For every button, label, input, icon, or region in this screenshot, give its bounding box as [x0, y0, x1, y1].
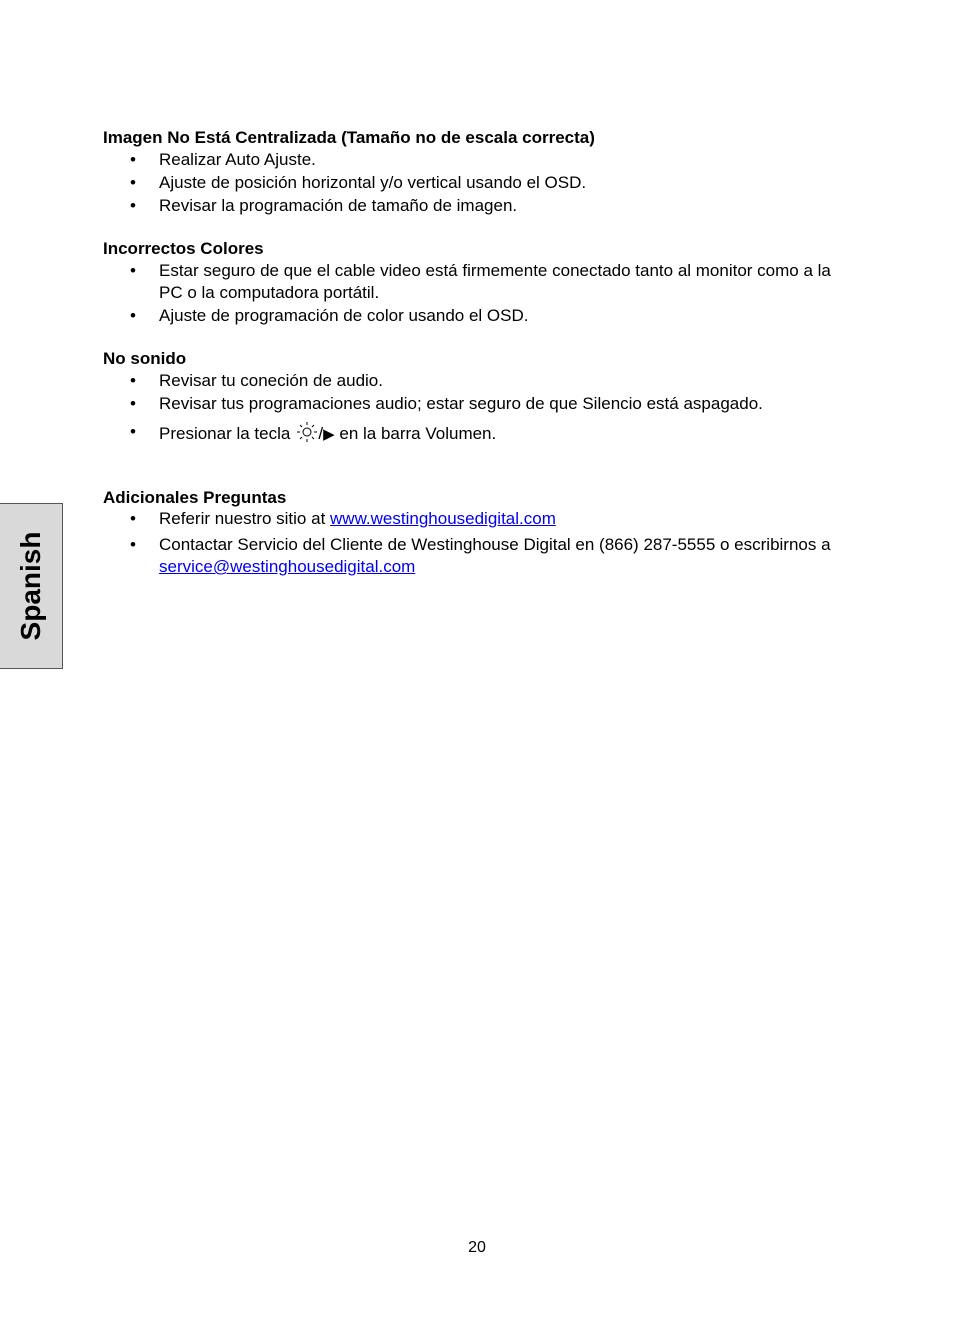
list-item: • Ajuste de programación de color usando el OSD. — [130, 306, 529, 325]
website-link[interactable]: www.westinghousedigital.com — [330, 509, 556, 528]
bullet-dot: • — [130, 509, 136, 528]
bullet-dot: • — [130, 196, 136, 215]
language-side-tab — [0, 503, 63, 669]
section-heading: Imagen No Está Centralizada (Tamaño no de escala correcta) — [103, 128, 595, 147]
side-tab-label: Spanish — [15, 531, 46, 641]
bullet-dot: • — [130, 535, 136, 554]
list-item: • Revisar tu coneción de audio. — [130, 371, 383, 390]
list-item: • Referir nuestro sitio at www.westinghousedigital.com — [130, 509, 556, 528]
bullet-dot: • — [130, 394, 136, 413]
page-number: 20 — [468, 1239, 486, 1256]
list-item: • Realizar Auto Ajuste. — [130, 150, 316, 169]
bullet-dot: • — [130, 422, 136, 441]
email-link[interactable]: service@westinghousedigital.com — [159, 557, 416, 576]
section-heading: No sonido — [103, 349, 187, 368]
section-heading: Incorrectos Colores — [103, 239, 264, 258]
key-separator: / — [318, 424, 324, 443]
list-item: • Revisar tus programaciones audio; estar seguro de que Silencio está aspagado. — [130, 394, 763, 413]
bullet-dot: • — [130, 150, 136, 169]
section-no-sound — [103, 348, 843, 446]
list-item: • Contactar Servicio del Cliente de Westinghouse Digital en (866) 287-5555 o escribirnos a service@westinghousedigital.com — [130, 535, 831, 576]
bullet-dot: • — [130, 261, 136, 280]
list-item: • Presionar la tecla /▶ en la barra Volumen. — [103, 421, 843, 446]
section-incorrect-colors — [103, 238, 843, 327]
section-additional-questions — [103, 487, 843, 578]
bullet-dot: • — [130, 371, 136, 390]
bullet-list — [103, 149, 843, 217]
list-item: • Revisar la programación de tamaño de imagen. — [130, 196, 518, 215]
right-triangle-icon: ▶ — [323, 426, 335, 443]
bullet-list — [103, 260, 843, 327]
list-item: • Estar seguro de que el cable video está firmemente conectado tanto al monitor como a la PC o la computadora portátil. — [130, 261, 831, 302]
bullet-dot: • — [130, 306, 136, 325]
section-heading: Adicionales Preguntas — [103, 488, 287, 507]
bullet-list — [103, 370, 843, 446]
list-item: • Ajuste de posición horizontal y/o vertical usando el OSD. — [130, 173, 587, 192]
section-image-not-centered — [103, 127, 843, 217]
bullet-list — [103, 508, 843, 578]
bullet-dot: • — [130, 173, 136, 192]
sun-icon — [296, 421, 318, 443]
